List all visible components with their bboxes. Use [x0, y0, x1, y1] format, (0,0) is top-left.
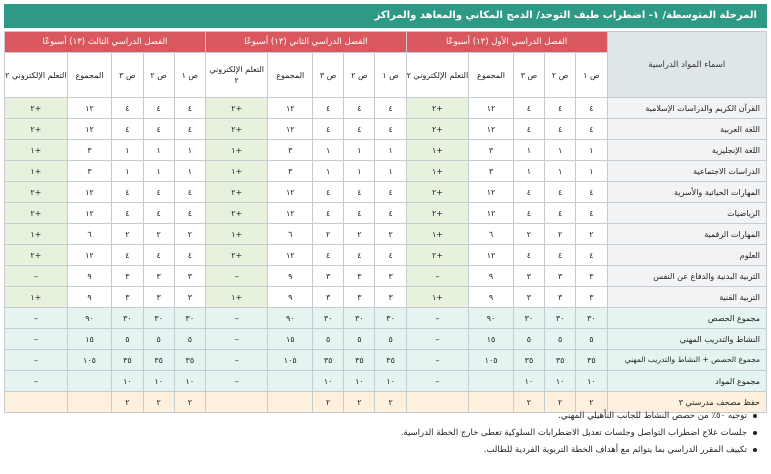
- subheader-cell: ص ٢: [143, 53, 174, 98]
- table-cell: ٢: [112, 224, 143, 245]
- table-cell: ٤: [344, 119, 375, 140]
- table-cell: ٤: [375, 245, 406, 266]
- table-cell: ٤: [143, 98, 174, 119]
- table-cell: ٤: [143, 119, 174, 140]
- table-cell: ٩: [268, 266, 313, 287]
- table-cell: ٤: [112, 119, 143, 140]
- table-cell: ١: [143, 161, 174, 182]
- table-cell: ٤: [313, 203, 344, 224]
- table-cell: ٤: [174, 182, 205, 203]
- table-cell: ٣: [576, 266, 607, 287]
- table-cell: ٣٥: [513, 350, 544, 371]
- subheader-cell: ص ١: [576, 53, 607, 98]
- table-cell: ٣: [545, 287, 576, 308]
- table-cell: ٣٠: [313, 308, 344, 329]
- table-cell: ١: [576, 140, 607, 161]
- table-cell: ٤: [545, 182, 576, 203]
- table-cell: +٢: [406, 119, 469, 140]
- table-cell: ٩: [469, 287, 514, 308]
- subheader-cell: ص ١: [174, 53, 205, 98]
- subheader-cell: ص ٢: [545, 53, 576, 98]
- table-cell: ١٢: [67, 182, 112, 203]
- table-cell: +٢: [205, 98, 267, 119]
- table-cell: –: [5, 266, 68, 287]
- table-cell: +٢: [5, 182, 68, 203]
- subjects-header: اسماء المواد الدراسية: [607, 32, 767, 98]
- table-cell: ١: [313, 161, 344, 182]
- table-cell: ١٥: [268, 329, 313, 350]
- table-cell: ١٠: [545, 371, 576, 392]
- table-cell: ٤: [375, 182, 406, 203]
- table-cell: ١: [174, 140, 205, 161]
- table-cell: [67, 392, 112, 413]
- table-cell: ١٢: [469, 119, 514, 140]
- bullet-icon: [753, 414, 757, 418]
- table-cell: ١٠: [576, 371, 607, 392]
- table-cell: ٤: [344, 182, 375, 203]
- table-cell: +١: [5, 224, 68, 245]
- table-cell: ٥: [174, 329, 205, 350]
- subheader-cell: ص ٣: [112, 53, 143, 98]
- table-cell: [268, 371, 313, 392]
- table-cell: ١٠: [375, 371, 406, 392]
- table-cell: ٣: [576, 287, 607, 308]
- subject-name: المهارات الرقمية: [607, 224, 767, 245]
- table-cell: ٣٠: [174, 308, 205, 329]
- study-plan-table: [4, 31, 767, 413]
- subject-name: الدراسات الاجتماعية: [607, 161, 767, 182]
- table-cell: ٣٥: [143, 350, 174, 371]
- table-cell: ٣: [469, 161, 514, 182]
- table-cell: ٣٠: [143, 308, 174, 329]
- table-cell: –: [406, 371, 469, 392]
- subheader-cell: التعلم الإلكتروني ٢: [5, 53, 68, 98]
- table-cell: ١: [513, 161, 544, 182]
- table-cell: +١: [406, 287, 469, 308]
- table-cell: ٦: [469, 224, 514, 245]
- table-cell: ١٠٥: [268, 350, 313, 371]
- subject-name: المهارات الحياتية والأسرية: [607, 182, 767, 203]
- table-cell: ٣: [375, 287, 406, 308]
- table-cell: ٥: [545, 329, 576, 350]
- semester-2-header: الفصل الدراسي الثاني (١٣) أسبوعًا: [205, 32, 406, 53]
- table-row: [5, 161, 767, 182]
- subheader-cell: ص ٣: [313, 53, 344, 98]
- subject-name: اللغة العربية: [607, 119, 767, 140]
- table-cell: ٣: [469, 140, 514, 161]
- table-cell: ٢: [375, 224, 406, 245]
- table-cell: ٤: [344, 203, 375, 224]
- subheader-cell: ص ٣: [513, 53, 544, 98]
- table-cell: ٤: [576, 98, 607, 119]
- table-cell: ٣: [67, 161, 112, 182]
- table-cell: +٢: [205, 203, 267, 224]
- table-cell: –: [5, 308, 68, 329]
- table-cell: ١٢: [268, 203, 313, 224]
- page-title: المرحلة المتوسطة/ ١- اضطراب طيف التوحد/ الدمج المكاني والمعاهد والمراكز: [4, 4, 767, 28]
- table-cell: ٤: [576, 182, 607, 203]
- table-cell: ١٢: [67, 98, 112, 119]
- table-cell: [469, 371, 514, 392]
- table-cell: ١٢: [268, 182, 313, 203]
- table-cell: ٥: [313, 329, 344, 350]
- table-cell: –: [205, 308, 267, 329]
- table-cell: ٢: [545, 392, 576, 413]
- table-cell: ٣: [545, 266, 576, 287]
- table-cell: ٤: [313, 119, 344, 140]
- table-cell: ٣٥: [545, 350, 576, 371]
- table-cell: ٤: [112, 203, 143, 224]
- note-item: [157, 408, 757, 425]
- table-cell: ٤: [112, 182, 143, 203]
- table-cell: +٢: [5, 245, 68, 266]
- table-cell: ٢: [576, 392, 607, 413]
- subject-name: حفظ مصحف مدرستي ٣: [607, 392, 767, 413]
- table-cell: +٢: [5, 119, 68, 140]
- table-cell: ٤: [513, 182, 544, 203]
- table-cell: ١: [513, 140, 544, 161]
- table-cell: +٢: [406, 98, 469, 119]
- table-row: [5, 350, 767, 371]
- table-cell: –: [406, 266, 469, 287]
- table-cell: ٩: [268, 287, 313, 308]
- semester-1-header: الفصل الدراسي الأول (١٣) أسبوعًا: [406, 32, 607, 53]
- table-cell: ٩: [67, 287, 112, 308]
- note-text: جلسات علاج اضطراب التواصل وجلسات تعديل الاضطرابات السلوكية تعطى خارج الخطة الدراسية.: [400, 428, 747, 438]
- table-cell: ١: [545, 140, 576, 161]
- subheader-cell: المجموع: [67, 53, 112, 98]
- table-cell: ٢: [313, 224, 344, 245]
- table-cell: +١: [406, 140, 469, 161]
- table-cell: +٢: [406, 203, 469, 224]
- table-cell: –: [205, 266, 267, 287]
- table-cell: ٣: [313, 287, 344, 308]
- subject-name: اللغة الإنجليزية: [607, 140, 767, 161]
- table-cell: ٣٠: [513, 308, 544, 329]
- note-text: توجيه ٥٠٪ من حصص النشاط للجانب التأهيلي المهني.: [558, 411, 747, 421]
- table-row: [5, 245, 767, 266]
- table-cell: –: [406, 308, 469, 329]
- table-cell: ٤: [545, 119, 576, 140]
- table-cell: ١: [344, 161, 375, 182]
- table-cell: –: [205, 371, 267, 392]
- table-cell: ٤: [375, 203, 406, 224]
- table-cell: ٤: [576, 245, 607, 266]
- table-cell: ٣: [344, 287, 375, 308]
- table-cell: ٥: [143, 329, 174, 350]
- table-cell: ١٠: [344, 371, 375, 392]
- table-cell: ١٢: [469, 203, 514, 224]
- table-cell: ٤: [513, 119, 544, 140]
- table-cell: ٩٠: [469, 308, 514, 329]
- table-cell: ٢: [313, 392, 344, 413]
- table-cell: ١: [545, 161, 576, 182]
- table-cell: ٥: [576, 329, 607, 350]
- bullet-icon: [753, 448, 757, 452]
- table-cell: ١: [576, 161, 607, 182]
- table-cell: ٤: [174, 119, 205, 140]
- notes-list: [157, 408, 757, 459]
- table-cell: ١٠: [112, 371, 143, 392]
- table-cell: ١٢: [67, 119, 112, 140]
- table-cell: +١: [5, 161, 68, 182]
- table-cell: ٤: [143, 182, 174, 203]
- table-cell: ٩: [469, 266, 514, 287]
- table-cell: ١٠٥: [469, 350, 514, 371]
- subject-name: مجموع الحصص + النشاط والتدريب المهني: [607, 350, 767, 371]
- table-cell: –: [5, 371, 68, 392]
- subheader-cell: ص ١: [375, 53, 406, 98]
- table-cell: ٢: [513, 392, 544, 413]
- table-cell: ٣: [112, 287, 143, 308]
- table-cell: ٣٥: [576, 350, 607, 371]
- table-cell: ٥: [375, 329, 406, 350]
- table-cell: ٤: [545, 203, 576, 224]
- table-cell: ٦: [67, 224, 112, 245]
- table-cell: ١٠: [143, 371, 174, 392]
- subject-name: التربية البدنية والدفاع عن النفس: [607, 266, 767, 287]
- table-cell: ٣: [313, 266, 344, 287]
- table-cell: ٣٠: [344, 308, 375, 329]
- table-cell: ١٠: [313, 371, 344, 392]
- table-cell: ٤: [513, 245, 544, 266]
- table-cell: ٤: [174, 245, 205, 266]
- table-row: [5, 287, 767, 308]
- table-cell: ٣٠: [576, 308, 607, 329]
- table-cell: ٣: [375, 266, 406, 287]
- subheader-cell: ص ٢: [344, 53, 375, 98]
- table-cell: ١: [313, 140, 344, 161]
- table-cell: ١٢: [67, 203, 112, 224]
- table-cell: ٤: [112, 98, 143, 119]
- table-cell: ٣: [143, 266, 174, 287]
- subject-name: التربية الفنية: [607, 287, 767, 308]
- table-row: [5, 203, 767, 224]
- table-row: [5, 329, 767, 350]
- note-item: [157, 442, 757, 459]
- table-row: [5, 98, 767, 119]
- table-cell: ٤: [375, 98, 406, 119]
- table-cell: ١: [174, 161, 205, 182]
- table-cell: ٤: [143, 245, 174, 266]
- table-cell: ٣٥: [313, 350, 344, 371]
- table-cell: ١: [375, 140, 406, 161]
- table-cell: ٣: [174, 287, 205, 308]
- table-cell: ٣٥: [344, 350, 375, 371]
- table-row: [5, 308, 767, 329]
- table-cell: ١٥: [67, 329, 112, 350]
- note-text: تكييف المقرر الدراسي بما يتوائم مع أهداف الخطة التربوية الفردية للطالب.: [483, 445, 747, 455]
- table-cell: –: [5, 350, 68, 371]
- bullet-icon: [753, 431, 757, 435]
- table-cell: ٢: [174, 392, 205, 413]
- table-cell: –: [406, 350, 469, 371]
- subheader-cell: المجموع: [469, 53, 514, 98]
- table-row: [5, 266, 767, 287]
- table-cell: ٣: [513, 266, 544, 287]
- table-cell: ٣٥: [375, 350, 406, 371]
- table-cell: ٥: [513, 329, 544, 350]
- table-cell: ١٢: [469, 98, 514, 119]
- table-cell: ٤: [576, 203, 607, 224]
- table-cell: ٤: [313, 98, 344, 119]
- table-cell: ٤: [513, 98, 544, 119]
- table-cell: +١: [205, 224, 267, 245]
- table-cell: ٣٥: [112, 350, 143, 371]
- table-cell: ١: [112, 140, 143, 161]
- table-cell: ٤: [375, 119, 406, 140]
- table-cell: ٣: [344, 266, 375, 287]
- table-cell: ١٥: [469, 329, 514, 350]
- table-cell: +١: [205, 161, 267, 182]
- table-row: [5, 119, 767, 140]
- table-row: [5, 371, 767, 392]
- table-cell: ٤: [143, 203, 174, 224]
- table-cell: ٢: [545, 224, 576, 245]
- table-cell: –: [406, 329, 469, 350]
- table-cell: ١: [375, 161, 406, 182]
- subject-name: النشاط والتدريب المهني: [607, 329, 767, 350]
- table-cell: ٤: [545, 98, 576, 119]
- table-cell: ١: [344, 140, 375, 161]
- table-cell: +٢: [406, 182, 469, 203]
- table-cell: ١٢: [469, 245, 514, 266]
- table-cell: +٢: [5, 98, 68, 119]
- table-cell: ٣٠: [545, 308, 576, 329]
- table-cell: ٢: [344, 224, 375, 245]
- table-cell: ٤: [513, 203, 544, 224]
- table-body: [5, 98, 767, 413]
- table-cell: +١: [5, 140, 68, 161]
- table-cell: ٣: [513, 287, 544, 308]
- subject-name: القرآن الكريم والدراسات الإسلامية: [607, 98, 767, 119]
- subject-name: العلوم: [607, 245, 767, 266]
- table-cell: ٣: [268, 140, 313, 161]
- table-cell: +١: [406, 224, 469, 245]
- table-cell: +٢: [205, 245, 267, 266]
- table-cell: ١: [112, 161, 143, 182]
- table-cell: ٣٠: [112, 308, 143, 329]
- table-cell: ٥: [112, 329, 143, 350]
- table-cell: ١٢: [469, 182, 514, 203]
- table-cell: ٤: [313, 182, 344, 203]
- note-item: [157, 425, 757, 442]
- table-cell: ٢: [112, 392, 143, 413]
- table-cell: ١: [143, 140, 174, 161]
- table-cell: +١: [205, 140, 267, 161]
- table-cell: +١: [5, 287, 68, 308]
- subheader-cell: التعلم الإلكتروني ٢: [205, 53, 267, 98]
- table-cell: ٤: [313, 245, 344, 266]
- table-cell: ٦: [268, 224, 313, 245]
- subheader-cell: المجموع: [268, 53, 313, 98]
- table-cell: ٤: [174, 98, 205, 119]
- table-cell: +١: [406, 161, 469, 182]
- table-cell: ١٠: [513, 371, 544, 392]
- subheader-cell: التعلم الإلكتروني ٢: [406, 53, 469, 98]
- table-cell: ٣٥: [174, 350, 205, 371]
- table-cell: [67, 371, 112, 392]
- table-row: [5, 182, 767, 203]
- table-cell: ٢: [174, 224, 205, 245]
- table-cell: –: [205, 350, 267, 371]
- table-cell: ٤: [576, 119, 607, 140]
- table-cell: +٢: [406, 245, 469, 266]
- table-cell: ٣: [67, 140, 112, 161]
- subject-name: الرياضيات: [607, 203, 767, 224]
- table-cell: ٢: [344, 392, 375, 413]
- table-cell: ٣: [174, 266, 205, 287]
- table-cell: [5, 392, 68, 413]
- table-cell: ١٢: [268, 245, 313, 266]
- table-cell: ١٢: [268, 119, 313, 140]
- table-cell: +٢: [5, 203, 68, 224]
- table-cell: +٢: [205, 182, 267, 203]
- table-cell: ١٠: [174, 371, 205, 392]
- table-cell: ٤: [174, 203, 205, 224]
- semester-3-header: الفصل الدراسي الثالث (١٣) أسبوعًا: [5, 32, 206, 53]
- table-cell: ٩٠: [268, 308, 313, 329]
- table-cell: ٢: [375, 392, 406, 413]
- table-cell: ١٢: [268, 98, 313, 119]
- table-cell: –: [205, 329, 267, 350]
- table-cell: ٣: [143, 287, 174, 308]
- subject-name: مجموع الحصص: [607, 308, 767, 329]
- table-cell: ٤: [112, 245, 143, 266]
- table-cell: ٩٠: [67, 308, 112, 329]
- table-cell: ٢: [143, 224, 174, 245]
- table-cell: ٥: [344, 329, 375, 350]
- table-cell: +١: [205, 287, 267, 308]
- subject-name: مجموع المواد: [607, 371, 767, 392]
- table-cell: ٩: [67, 266, 112, 287]
- table-cell: ١٠٥: [67, 350, 112, 371]
- table-cell: ٤: [344, 245, 375, 266]
- table-cell: ٤: [344, 98, 375, 119]
- table-cell: ٣: [268, 161, 313, 182]
- table-cell: +٢: [205, 119, 267, 140]
- table-cell: ٢: [143, 392, 174, 413]
- table-cell: ١٢: [67, 245, 112, 266]
- table-cell: ٤: [545, 245, 576, 266]
- table-row: [5, 224, 767, 245]
- table-cell: ٣٠: [375, 308, 406, 329]
- table-cell: –: [5, 329, 68, 350]
- table-cell: ٣: [112, 266, 143, 287]
- table-cell: ٢: [513, 224, 544, 245]
- table-cell: ٢: [576, 224, 607, 245]
- table-row: [5, 140, 767, 161]
